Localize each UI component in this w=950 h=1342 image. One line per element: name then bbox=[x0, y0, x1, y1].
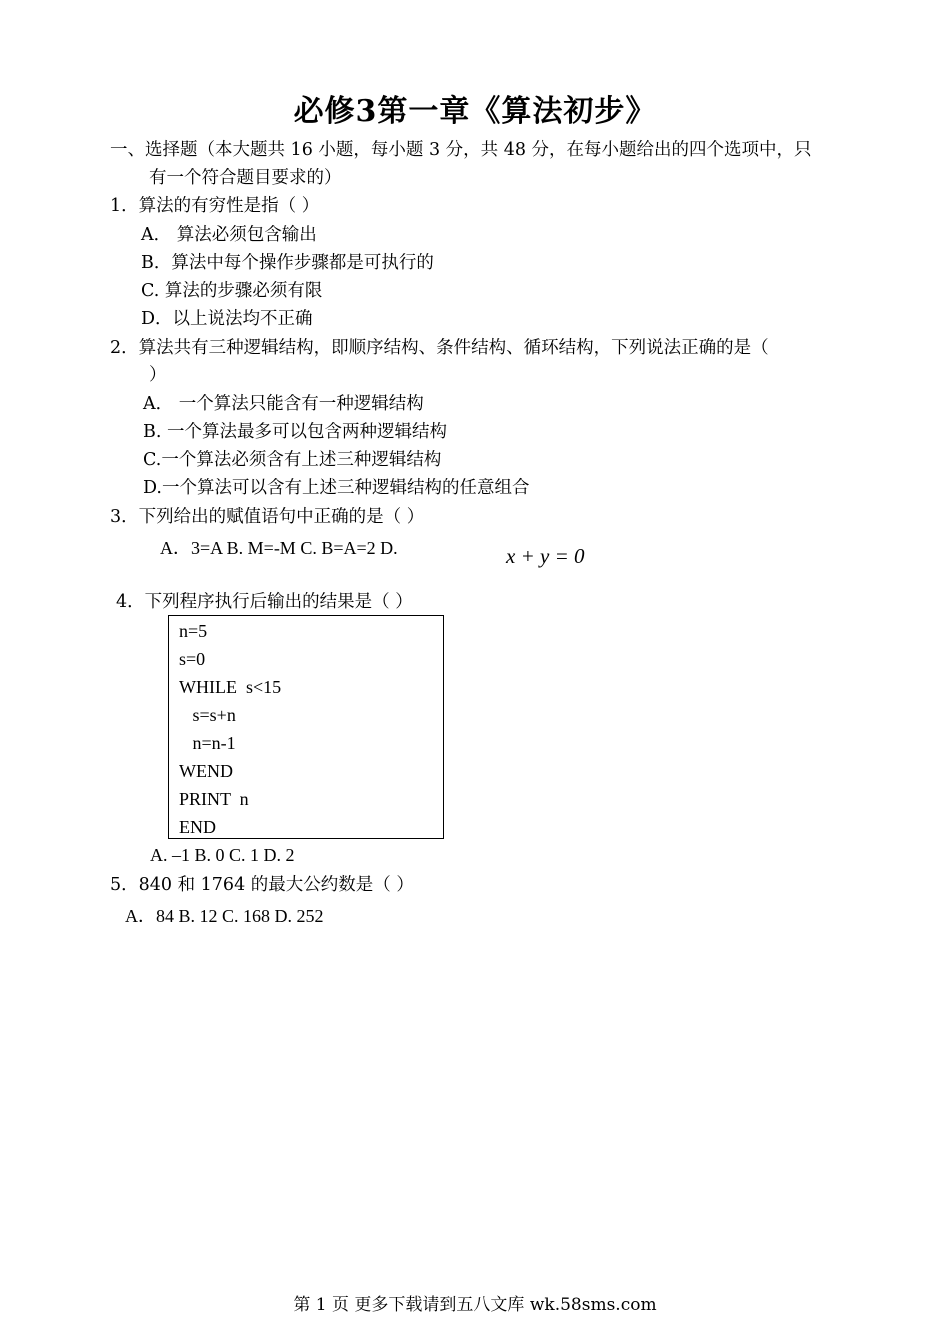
code-line-6: WEND bbox=[179, 761, 233, 781]
question-1-stem: 1．算法的有穷性是指（ ） bbox=[110, 196, 320, 216]
question-2-stem-continued: ） bbox=[149, 365, 167, 385]
question-2-option-b: B. 一个算法最多可以包含两种逻辑结构 bbox=[143, 422, 447, 442]
section-heading-line2: 有一个符合题目要求的） bbox=[149, 168, 342, 188]
question-5-options: A．84 B. 12 C. 168 D. 252 bbox=[125, 906, 324, 926]
section-heading-line1: 一、选择题（本大题共 16 小题，每小题 3 分，共 48 分，在每小题给出的四个选项中，只 bbox=[110, 140, 812, 160]
question-2-stem: 2．算法共有三种逻辑结构，即顺序结构、条件结构、循环结构，下列说法正确的是（ bbox=[110, 338, 769, 358]
question-2-option-d: D.一个算法可以含有上述三种逻辑结构的任意组合 bbox=[143, 478, 530, 498]
question-2-option-c: C.一个算法必须含有上述三种逻辑结构 bbox=[143, 450, 442, 470]
question-1-option-a: A． 算法必须包含输出 bbox=[141, 225, 317, 245]
code-line-2: s=0 bbox=[179, 649, 206, 669]
code-line-8: END bbox=[179, 817, 216, 837]
question-3-stem: 3．下列给出的赋值语句中正确的是（ ） bbox=[110, 507, 425, 527]
page-footer: 第 1 页 更多下载请到五八文库 wk.58sms.com bbox=[293, 1295, 657, 1315]
code-line-1: n=5 bbox=[179, 621, 208, 641]
formula-text: x + y = 0 bbox=[506, 544, 585, 568]
question-3-options: A．3=A B. M=-M C. B=A=2 D. bbox=[160, 538, 398, 558]
question-1-option-c: C. 算法的步骤必须有限 bbox=[141, 281, 323, 301]
code-line-4: s=s+n bbox=[179, 705, 236, 725]
page-title: 必修3第一章《算法初步》 bbox=[293, 94, 657, 129]
question-5-stem: 5．840 和 1764 的最大公约数是（ ） bbox=[110, 875, 414, 895]
question-1-option-b: B．算法中每个操作步骤都是可执行的 bbox=[141, 253, 434, 273]
question-3-formula bbox=[506, 544, 584, 569]
question-4-stem: 4．下列程序执行后输出的结果是（ ） bbox=[116, 592, 413, 612]
question-4-options: A. –1 B. 0 C. 1 D. 2 bbox=[150, 845, 295, 865]
code-line-7: PRINT n bbox=[179, 789, 249, 809]
question-1-option-d: D．以上说法均不正确 bbox=[141, 309, 313, 329]
code-line-5: n=n-1 bbox=[179, 733, 236, 753]
question-2-option-a: A． 一个算法只能含有一种逻辑结构 bbox=[143, 394, 424, 414]
code-line-3: WHILE s<15 bbox=[179, 677, 282, 697]
